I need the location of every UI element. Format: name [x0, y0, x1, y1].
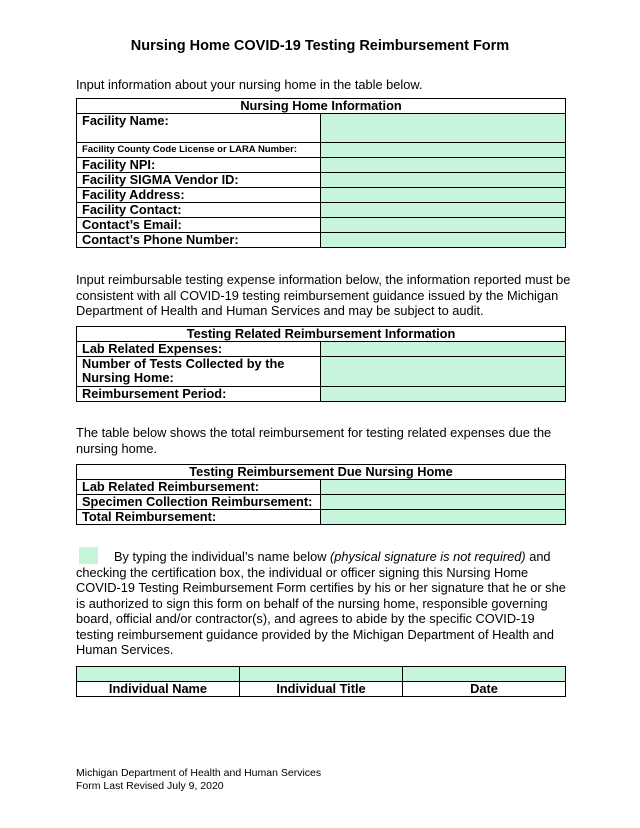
footer-revised: Form Last Revised July 9, 2020 — [76, 780, 224, 792]
specimen-reimbursement-field[interactable] — [321, 495, 566, 510]
individual-name-label: Individual Name — [77, 682, 240, 697]
nursing-home-info-header: Nursing Home Information — [77, 99, 566, 114]
form-title: Nursing Home COVID-19 Testing Reimbursement Form — [130, 38, 510, 54]
facility-sigma-label: Facility SIGMA Vendor ID: — [77, 173, 321, 188]
date-field[interactable] — [403, 667, 566, 682]
reimbursement-period-label: Reimbursement Period: — [77, 387, 321, 402]
facility-name-field[interactable] — [321, 114, 566, 143]
tests-collected-label: Number of Tests Collected by the Nursing Home: — [77, 357, 321, 387]
nursing-home-info-table — [76, 98, 566, 248]
reimbursement-period-field[interactable] — [321, 387, 566, 402]
facility-address-label: Facility Address: — [77, 188, 321, 203]
footer-department: Michigan Department of Health and Human Services — [76, 767, 322, 779]
facility-sigma-field[interactable] — [321, 173, 566, 188]
intro-text: Input information about your nursing home in the table below. — [76, 77, 423, 92]
lab-expenses-field[interactable] — [321, 342, 566, 357]
facility-contact-label: Facility Contact: — [77, 203, 321, 218]
certification-text-italic: (physical signature is not required) — [330, 549, 526, 564]
testing-info-table — [76, 326, 566, 402]
individual-title-field[interactable] — [240, 667, 403, 682]
individual-title-label: Individual Title — [240, 682, 403, 697]
individual-name-field[interactable] — [77, 667, 240, 682]
certification-text-before: By typing the individual’s name below — [114, 549, 331, 564]
testing-info-header: Testing Related Reimbursement Information — [77, 327, 566, 342]
tests-collected-field[interactable] — [321, 357, 566, 387]
expense-intro-text: Input reimbursable testing expense information below, the information reported must be consistent with all COVID-19 testing reimbursement guidance issued by the Michigan Department of Health and Human Services and may be subject to audit. — [76, 272, 571, 318]
contact-phone-field[interactable] — [321, 233, 566, 248]
lab-reimbursement-label: Lab Related Reimbursement: — [77, 480, 321, 495]
facility-license-label: Facility County Code License or LARA Number: — [77, 143, 321, 158]
certification-text-after: and checking the certification box, the individual or officer signing this Nursing Home COVID-19 Testing Reimbursement Form certifies by his or her signature that he or she is authorized to sign this form on behalf of the nursing home, responsible governing board, official and/or contractor(s), and agrees to abide by the specific COVID-19 testing reimbursement guidance provided by the Michigan Department of Health and Human Services. — [76, 549, 566, 657]
specimen-reimbursement-label: Specimen Collection Reimbursement: — [77, 495, 321, 510]
certification-text — [76, 549, 572, 658]
total-reimbursement-field[interactable] — [321, 510, 566, 525]
signature-table — [76, 666, 566, 697]
facility-npi-field[interactable] — [321, 158, 566, 173]
contact-email-field[interactable] — [321, 218, 566, 233]
lab-reimbursement-field[interactable] — [321, 480, 566, 495]
total-intro-text: The table below shows the total reimbursement for testing related expenses due the nursing home. — [76, 425, 552, 456]
facility-contact-field[interactable] — [321, 203, 566, 218]
lab-expenses-label: Lab Related Expenses: — [77, 342, 321, 357]
reimbursement-due-table — [76, 464, 566, 525]
facility-address-field[interactable] — [321, 188, 566, 203]
contact-email-label: Contact’s Email: — [77, 218, 321, 233]
reimbursement-due-header: Testing Reimbursement Due Nursing Home — [77, 465, 566, 480]
facility-license-field[interactable] — [321, 143, 566, 158]
facility-name-label: Facility Name: — [77, 114, 321, 143]
contact-phone-label: Contact’s Phone Number: — [77, 233, 321, 248]
date-label: Date — [403, 682, 566, 697]
facility-npi-label: Facility NPI: — [77, 158, 321, 173]
total-reimbursement-label: Total Reimbursement: — [77, 510, 321, 525]
